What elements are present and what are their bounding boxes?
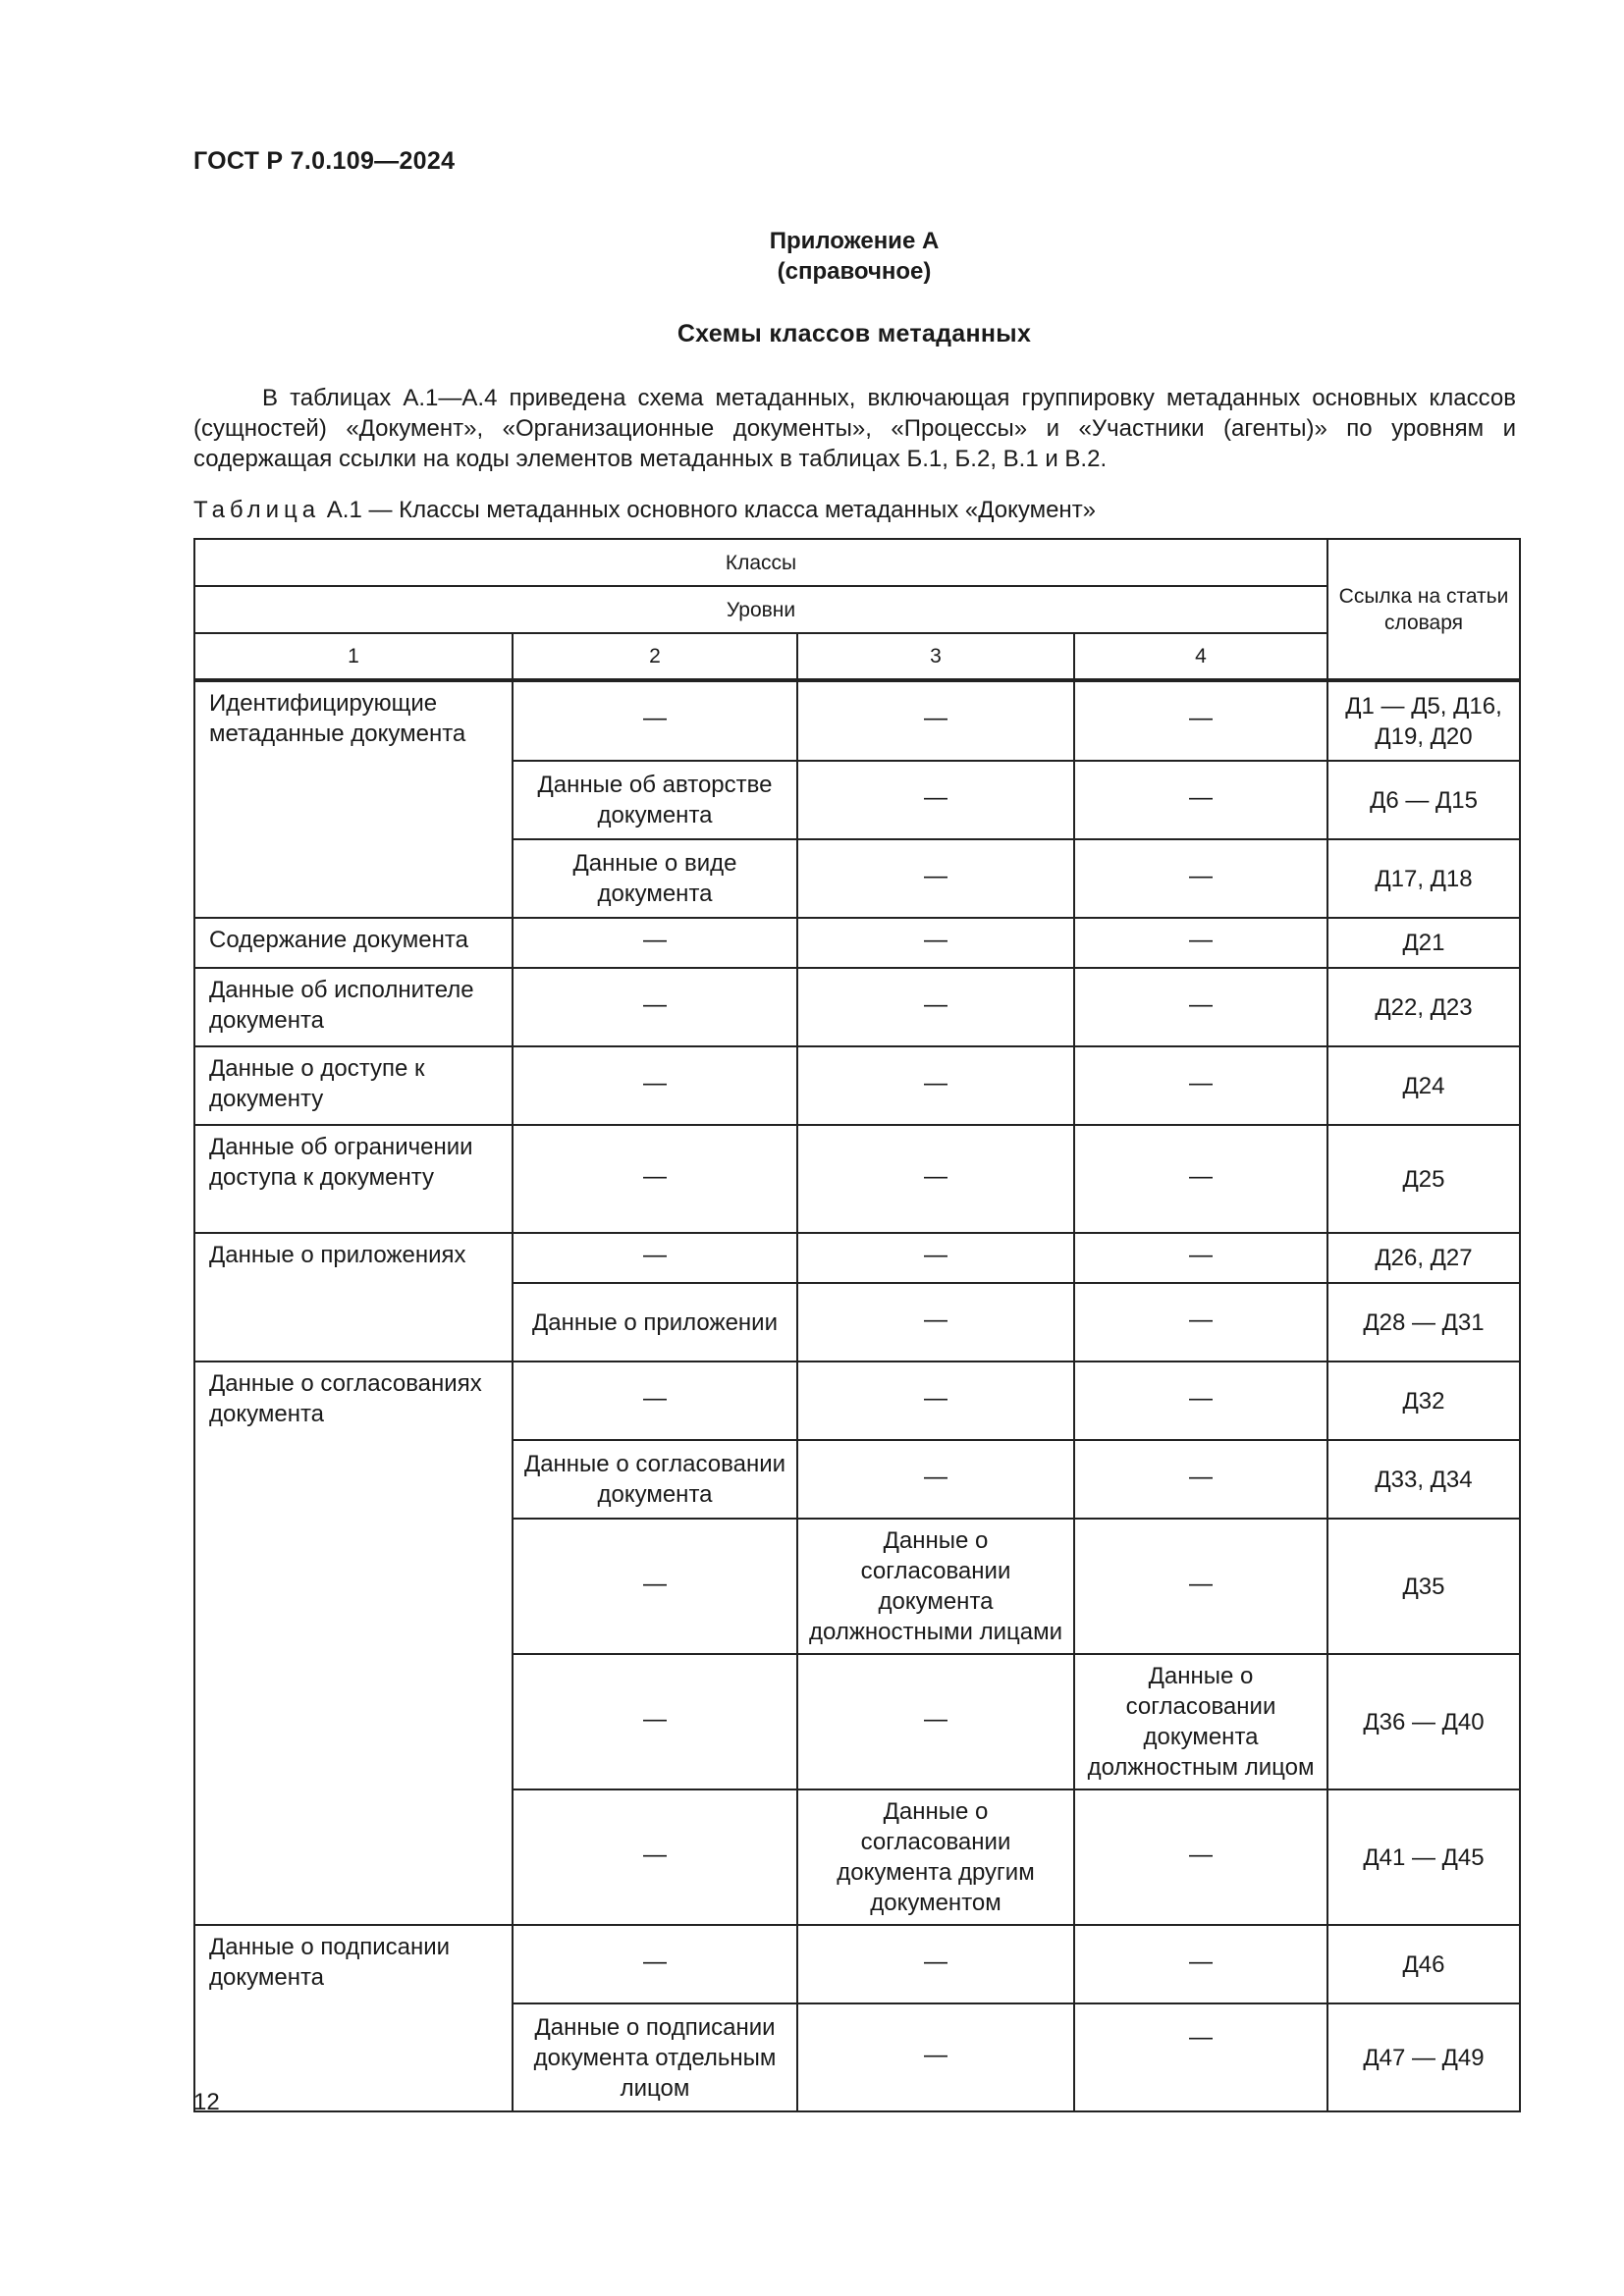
level-3-cell: — <box>797 1233 1074 1283</box>
level-2-cell: Данные о виде документа <box>513 839 797 918</box>
level-4-cell: Данные о согласовании документа должностным лицом <box>1074 1654 1327 1789</box>
reference-cell: Д33, Д34 <box>1327 1440 1520 1519</box>
reference-cell: Д36 — Д40 <box>1327 1654 1520 1789</box>
reference-cell: Д25 <box>1327 1125 1520 1233</box>
header-level-4: 4 <box>1074 633 1327 680</box>
header-reference: Ссылка на статьи словаря <box>1327 539 1520 680</box>
reference-cell: Д32 <box>1327 1362 1520 1440</box>
level-3-cell: — <box>797 1125 1074 1233</box>
header-levels: Уровни <box>194 586 1327 633</box>
level-4-cell: — <box>1074 761 1327 839</box>
table-row <box>194 680 1520 761</box>
table-caption-label: Таблица <box>193 497 321 523</box>
level-3-cell: Данные о согласовании документа другим документом <box>797 1789 1074 1925</box>
table-row <box>194 1925 1520 2003</box>
table-row <box>194 918 1520 968</box>
level-4-cell: — <box>1074 1519 1327 1654</box>
level-4-cell: — <box>1074 680 1327 761</box>
level-2-cell: — <box>513 680 797 761</box>
level-4-cell: — <box>1074 1283 1327 1362</box>
level-2-cell: — <box>513 1125 797 1233</box>
level-4-cell: — <box>1074 2003 1327 2111</box>
appendix-title: Приложение А <box>769 228 940 254</box>
level-1-cell: Данные о приложениях <box>194 1233 513 1362</box>
reference-cell: Д6 — Д15 <box>1327 761 1520 839</box>
reference-cell: Д28 — Д31 <box>1327 1283 1520 1362</box>
level-3-cell: — <box>797 2003 1074 2111</box>
level-1-cell: Данные о подписании документа <box>194 1925 513 2111</box>
level-2-cell: — <box>513 1925 797 2003</box>
reference-cell: Д21 <box>1327 918 1520 968</box>
level-1-cell: Данные об ограничении доступа к документу <box>194 1125 513 1233</box>
level-3-cell: — <box>797 1283 1074 1362</box>
reference-cell: Д1 — Д5, Д16, Д19, Д20 <box>1327 680 1520 761</box>
reference-cell: Д24 <box>1327 1046 1520 1125</box>
page-number: 12 <box>193 2089 220 2115</box>
level-3-cell: — <box>797 1046 1074 1125</box>
table-row <box>194 1046 1520 1125</box>
level-3-cell: — <box>797 1925 1074 2003</box>
table-row <box>194 1362 1520 1440</box>
level-3-cell: — <box>797 839 1074 918</box>
reference-cell: Д22, Д23 <box>1327 968 1520 1046</box>
header-level-3: 3 <box>797 633 1074 680</box>
header-level-2: 2 <box>513 633 797 680</box>
level-2-cell: — <box>513 1046 797 1125</box>
appendix-subtitle: (справочное) <box>777 258 932 285</box>
level-2-cell: Данные о согласовании документа <box>513 1440 797 1519</box>
level-4-cell: — <box>1074 1925 1327 2003</box>
level-4-cell: — <box>1074 839 1327 918</box>
level-2-cell: Данные о приложении <box>513 1283 797 1362</box>
level-2-cell: — <box>513 1519 797 1654</box>
table-caption <box>193 497 1096 524</box>
level-3-cell: — <box>797 968 1074 1046</box>
reference-cell: Д47 — Д49 <box>1327 2003 1520 2111</box>
header-level-1: 1 <box>194 633 513 680</box>
level-2-cell: — <box>513 1654 797 1789</box>
reference-cell: Д17, Д18 <box>1327 839 1520 918</box>
level-3-cell: — <box>797 761 1074 839</box>
header-classes: Классы <box>194 539 1327 586</box>
level-3-cell: — <box>797 1440 1074 1519</box>
level-2-cell: Данные о подписании документа отдельным лицом <box>513 2003 797 2111</box>
level-4-cell: — <box>1074 1362 1327 1440</box>
table-caption-text: А.1 — Классы метаданных основного класса метаданных «Документ» <box>326 497 1097 523</box>
level-4-cell: — <box>1074 1233 1327 1283</box>
reference-cell: Д26, Д27 <box>1327 1233 1520 1283</box>
table-row <box>194 968 1520 1046</box>
level-2-cell: — <box>513 1362 797 1440</box>
level-1-cell: Содержание документа <box>194 918 513 968</box>
table-row <box>194 1125 1520 1233</box>
level-4-cell: — <box>1074 1440 1327 1519</box>
reference-cell: Д46 <box>1327 1925 1520 2003</box>
appendix-heading <box>0 226 1624 287</box>
level-1-cell: Данные о согласованиях документа <box>194 1362 513 1925</box>
reference-cell: Д41 — Д45 <box>1327 1789 1520 1925</box>
level-4-cell: — <box>1074 968 1327 1046</box>
level-4-cell: — <box>1074 1125 1327 1233</box>
level-3-cell: — <box>797 918 1074 968</box>
metadata-classes-table <box>193 538 1521 2112</box>
level-1-cell: Идентифицирующие метаданные документа <box>194 680 513 918</box>
level-4-cell: — <box>1074 1046 1327 1125</box>
level-4-cell: — <box>1074 1789 1327 1925</box>
level-2-cell: Данные об авторстве документа <box>513 761 797 839</box>
level-2-cell: — <box>513 968 797 1046</box>
level-3-cell: — <box>797 680 1074 761</box>
intro-paragraph: В таблицах А.1—А.4 приведена схема метаданных, включающая группировку метаданных основных классов (сущностей) «Документ», «Организационные документы», «Процессы» и «Участники (агенты)» по уровням и содержащая ссылки на коды элементов метаданных в таблицах Б.1, Б.2, В.1 и В.2. <box>193 385 1516 472</box>
document-header: ГОСТ Р 7.0.109—2024 <box>193 147 456 175</box>
level-2-cell: — <box>513 1789 797 1925</box>
level-3-cell: Данные о согласовании документа должностными лицами <box>797 1519 1074 1654</box>
level-3-cell: — <box>797 1654 1074 1789</box>
level-2-cell: — <box>513 1233 797 1283</box>
level-2-cell: — <box>513 918 797 968</box>
reference-cell: Д35 <box>1327 1519 1520 1654</box>
level-3-cell: — <box>797 1362 1074 1440</box>
level-1-cell: Данные об исполнителе документа <box>194 968 513 1046</box>
level-1-cell: Данные о доступе к документу <box>194 1046 513 1125</box>
table-row <box>194 1233 1520 1283</box>
section-title: Схемы классов метаданных <box>677 320 1032 347</box>
level-4-cell: — <box>1074 918 1327 968</box>
